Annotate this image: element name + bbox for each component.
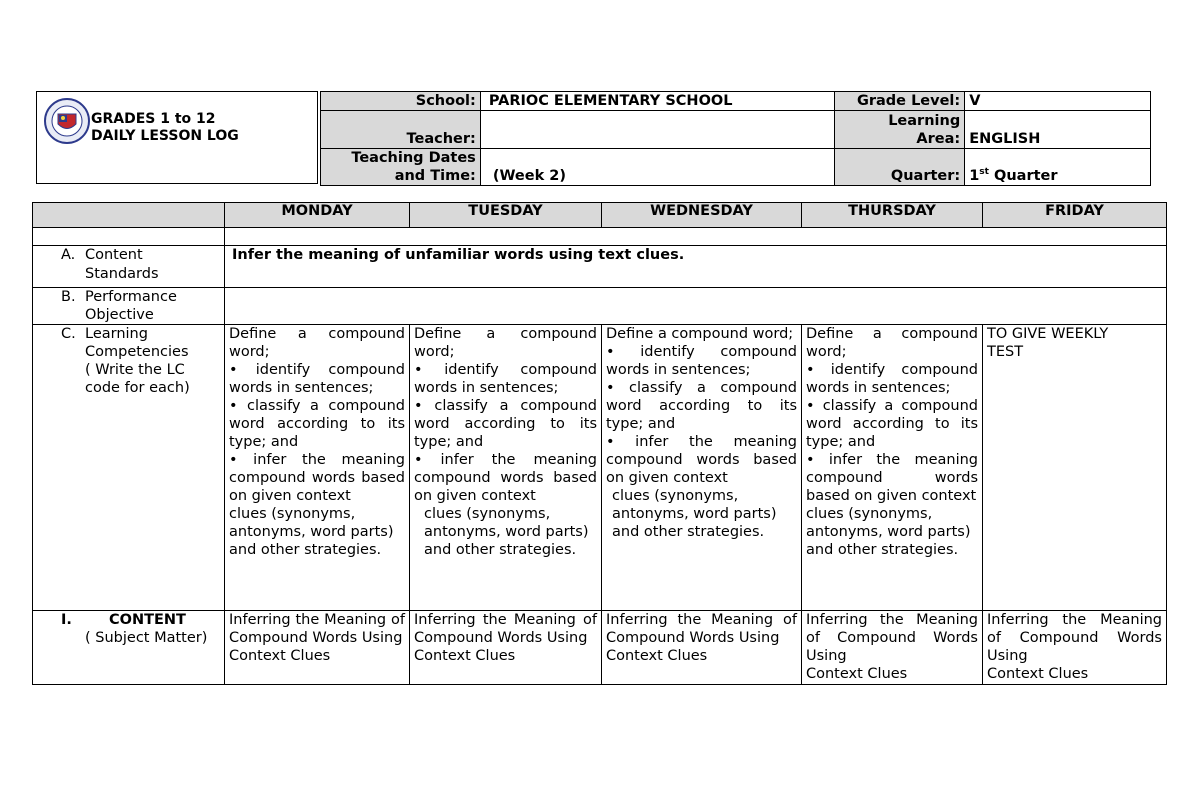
performance-letter: B. xyxy=(61,289,76,305)
competency-tuesday xyxy=(410,325,602,611)
day-header-blank xyxy=(33,203,225,228)
competency-line: • infer the meaning compound words based on given context xyxy=(229,452,405,504)
day-header-monday: MONDAY xyxy=(225,203,410,228)
header-title-line2: DAILY LESSON LOG xyxy=(91,128,239,144)
competency-wednesday xyxy=(602,325,802,611)
subject-matter-line2: Context Clues xyxy=(229,648,331,664)
day-header-row xyxy=(33,203,1167,228)
subject-matter-monday xyxy=(225,611,410,685)
subject-matter-line1: Inferring the Meaning of Compound Words Using xyxy=(806,612,978,664)
friday-test-line2: TEST xyxy=(987,344,1024,360)
content-standards-value: Infer the meaning of unfamiliar words using text clues. xyxy=(225,246,1167,288)
teacher-label: Teacher: xyxy=(321,111,481,149)
day-header-wednesday: WEDNESDAY xyxy=(602,203,802,228)
spacer-row xyxy=(33,228,1167,246)
info-row-dates xyxy=(321,149,1151,186)
competency-monday xyxy=(225,325,410,611)
subject-matter-line1: Inferring the Meaning of Compound Words Using xyxy=(229,612,405,646)
content-standards-letter: A. xyxy=(61,247,76,263)
content-letter: I. xyxy=(61,612,72,628)
row-content xyxy=(33,611,1167,685)
learning-area-value: ENGLISH xyxy=(965,111,1151,149)
learning-competencies-label xyxy=(33,325,225,611)
school-value: PARIOC ELEMENTARY SCHOOL xyxy=(480,92,834,111)
row-content-standards xyxy=(33,246,1167,288)
header-title-line1: GRADES 1 to 12 xyxy=(91,111,216,127)
friday-test-line1: TO GIVE WEEKLY xyxy=(987,326,1109,342)
competency-line: clues (synonyms, antonyms, word parts) and other strategies. xyxy=(424,506,589,558)
learning-area-label-line1: Learning xyxy=(888,113,961,129)
spacer-cell xyxy=(33,228,225,246)
subject-matter-line2: Context Clues xyxy=(414,648,516,664)
competencies-label-line4: code for each) xyxy=(85,380,190,396)
competency-line: • infer the meaning compound words based on given context xyxy=(806,452,978,504)
subject-matter-line2: Context Clues xyxy=(606,648,708,664)
lesson-log-table xyxy=(32,202,1167,685)
grade-level-value: V xyxy=(965,92,1151,111)
header-logo-box xyxy=(36,91,318,184)
day-header-thursday: THURSDAY xyxy=(802,203,983,228)
competency-line: • identify compound words in sentences; xyxy=(806,362,978,396)
grade-level-label: Grade Level: xyxy=(835,92,965,111)
subject-matter-line1: Inferring the Meaning of Compound Words Using xyxy=(987,612,1162,664)
competencies-label-line2: Competencies xyxy=(85,344,189,360)
performance-label-line2: Objective xyxy=(85,307,154,323)
quarter-word: Quarter xyxy=(988,168,1058,184)
competency-line: • identify compound words in sentences; xyxy=(414,362,597,396)
competency-friday xyxy=(983,325,1167,611)
competency-line: • infer the meaning compound words based on given context xyxy=(414,452,597,504)
day-header-tuesday: TUESDAY xyxy=(410,203,602,228)
subject-matter-line1: Inferring the Meaning of Compound Words Using xyxy=(606,612,797,646)
teaching-dates-label-line2: and Time: xyxy=(394,168,476,184)
performance-objective-value xyxy=(225,288,1167,325)
competency-line: Define a compound word; xyxy=(606,326,794,342)
competency-line: • infer the meaning compound words based on given context xyxy=(606,434,797,486)
competencies-label-line3: ( Write the LC xyxy=(85,362,185,378)
subject-matter-friday xyxy=(983,611,1167,685)
teaching-dates-label-line1: Teaching Dates xyxy=(351,150,476,166)
deped-seal-icon xyxy=(44,98,90,144)
header-title xyxy=(91,111,239,145)
subject-matter-line2: Context Clues xyxy=(987,666,1089,682)
row-learning-competencies xyxy=(33,325,1167,611)
subject-matter-wednesday xyxy=(602,611,802,685)
competency-line: Define a compound word; xyxy=(414,326,597,360)
competency-line: • classify a compound word according to its type; and xyxy=(806,398,978,450)
competency-thursday xyxy=(802,325,983,611)
subject-matter-thursday xyxy=(802,611,983,685)
day-header-friday: FRIDAY xyxy=(983,203,1167,228)
info-row-teacher xyxy=(321,111,1151,149)
teaching-dates-value: (Week 2) xyxy=(480,149,834,186)
row-performance-objective xyxy=(33,288,1167,325)
school-label: School: xyxy=(321,92,481,111)
competency-line: • identify compound words in sentences; xyxy=(229,362,405,396)
subject-matter-tuesday xyxy=(410,611,602,685)
content-standards-label-line1: Content xyxy=(85,247,143,263)
competency-line: • identify compound words in sentences; xyxy=(606,344,797,378)
quarter-suffix: st xyxy=(979,167,989,178)
content-label-text: CONTENT xyxy=(109,612,186,628)
competencies-letter: C. xyxy=(61,326,76,342)
competency-line: • classify a compound word according to its type; and xyxy=(229,398,405,450)
subject-matter-line2: Context Clues xyxy=(806,666,908,682)
competency-line: Define a compound word; xyxy=(229,326,405,360)
content-label xyxy=(33,611,225,685)
spacer-cell xyxy=(225,228,1167,246)
competencies-label-line1: Learning xyxy=(85,326,148,342)
teacher-value xyxy=(480,111,834,149)
quarter-number: 1 xyxy=(969,168,980,184)
performance-objective-label xyxy=(33,288,225,325)
competency-line: • classify a compound word according to its type; and xyxy=(606,380,797,432)
info-row-school xyxy=(321,92,1151,111)
competency-line: Define a compound word; xyxy=(806,326,978,360)
teaching-dates-label xyxy=(321,149,481,186)
header-info-table xyxy=(320,91,1151,186)
content-standards-label xyxy=(33,246,225,288)
competency-line: • classify a compound word according to its type; and xyxy=(414,398,597,450)
content-sub-label: ( Subject Matter) xyxy=(85,630,208,646)
learning-area-label xyxy=(835,111,965,149)
subject-matter-line1: Inferring the Meaning of Compound Words Using xyxy=(414,612,597,646)
competency-line: clues (synonyms, antonyms, word parts) and other strategies. xyxy=(612,488,777,540)
performance-label-line1: Performance xyxy=(85,289,177,305)
competency-line: clues (synonyms, antonyms, word parts) and other strategies. xyxy=(229,506,394,558)
quarter-value xyxy=(965,149,1151,186)
learning-area-label-line2: Area: xyxy=(916,131,961,147)
quarter-label: Quarter: xyxy=(835,149,965,186)
competency-line: clues (synonyms, antonyms, word parts) and other strategies. xyxy=(806,506,971,558)
content-standards-label-line2: Standards xyxy=(85,266,159,282)
